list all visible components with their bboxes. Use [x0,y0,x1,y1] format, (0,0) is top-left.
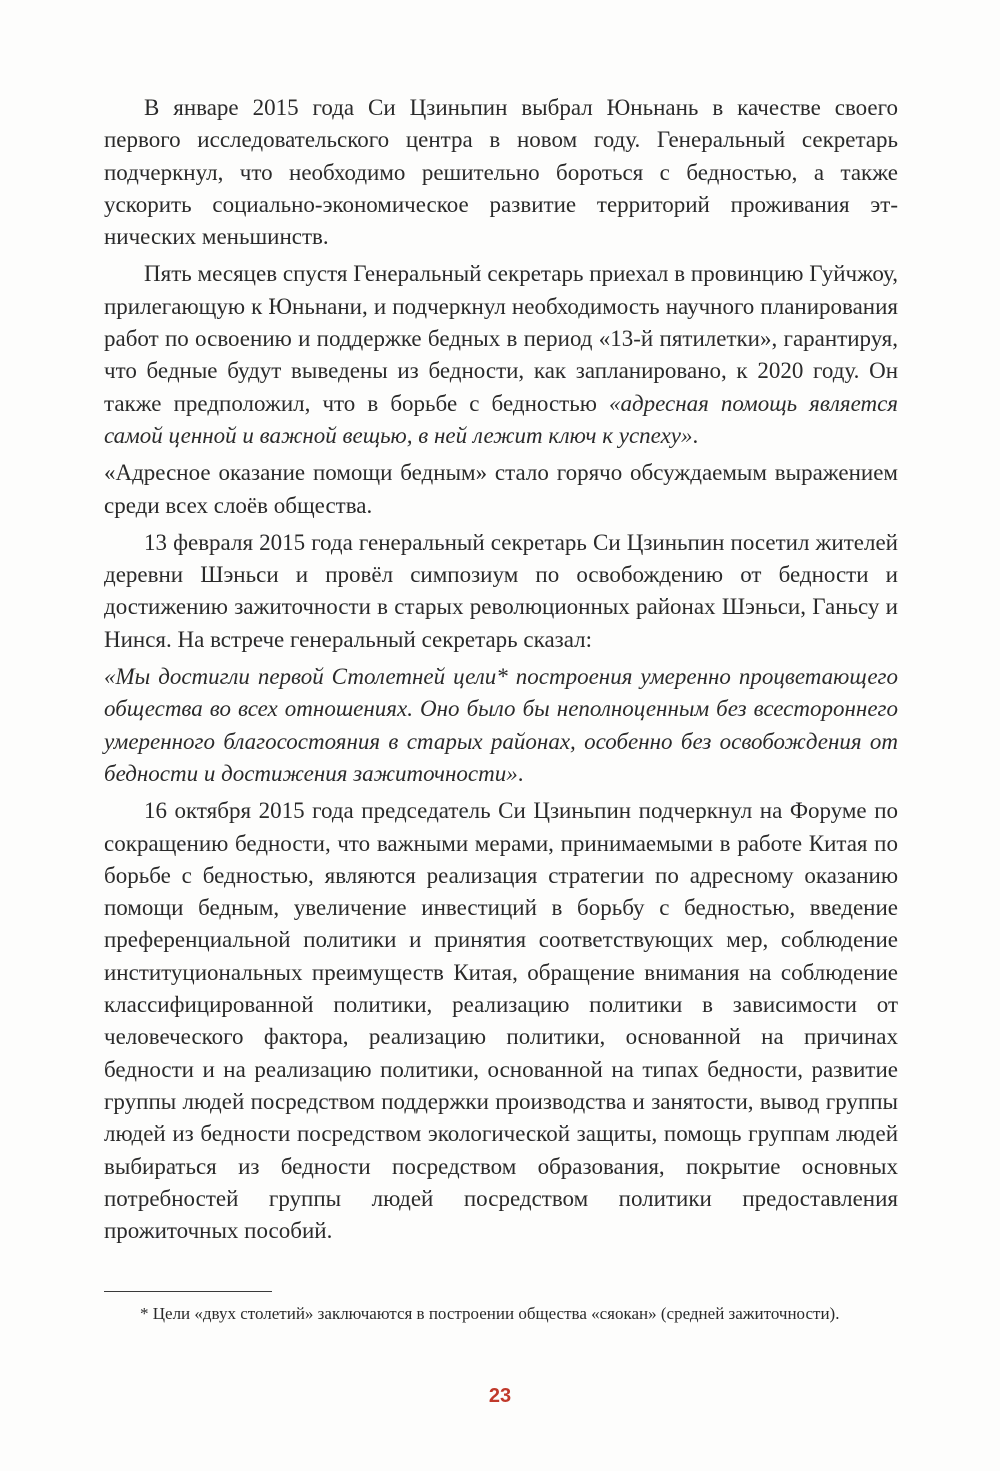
footnote-divider [104,1291,272,1292]
paragraph-text: «Адресное оказание помощи бедным» стало горячо обсуждаемым выражением среди всех слоёв общества. [104,460,898,518]
body-text [104,92,898,1252]
footnote: * Цели «двух столетий» заключаются в построении общества «сяокан» (средней зажиточности). [140,1304,840,1323]
paragraph [104,795,898,1247]
paragraph [104,527,898,656]
paragraph-text: . [517,760,524,786]
paragraph [104,457,898,522]
paragraph [104,92,898,253]
paragraph [104,258,898,452]
paragraph-text: 13 февраля 2015 года генеральный секретарь Си Цзиньпин посетил жителей деревни Шэньси и провёл симпозиум по освобождению от бедности и достижению зажиточности в старых революционных районах Шэньси, Ганьсу и Нинся. На встрече генеральный секретарь сказал: [104,529,898,652]
paragraph [104,661,898,790]
page-number: 23 [488,1385,512,1407]
paragraph-text: В январе 2015 года Си Цзиньпин выбрал Юньнань в качестве своего первого исследовательского центра в новом году. Генеральный секретарь подчеркнул, что необходимо решительно бороться с бедностью, а также ускорить социально-экономическое развитие территорий проживания этнических меньшинств. [104,95,898,250]
paragraph-text: Пять месяцев спустя Генеральный секретарь приехал в провинцию Гуйчжоу, прилегающую к Юньнани, и подчеркнул необходимость научного планирования работ по освоению и поддержке бедных в период «13-й пятилетки», гарантируя, что бедные будут выведены из бедности, как запланировано, к 2020 году. Он также предположил, что в борьбе с бедностью [104,261,898,416]
quote-text: «адресная помощь является самой ценной и важной вещью, в ней лежит ключ к успеху» [104,390,898,448]
paragraph-text: . [692,422,699,448]
paragraph-text: 16 октября 2015 года председатель Си Цзиньпин подчеркнул на Форуме по сокращению бедности, что важными мерами, принимаемыми в работе Китая по борьбе с бедностью, являются реализация стратегии по адресному оказанию помощи бедным, увеличение инвестиций в борьбу с бедностью, введение преференциальной политики и принятия соответствующих мер, соблюдение институциональных преимуществ Китая, обращение внимания на соблюдение классифицированной политики, реализацию политики в зависимости от человеческого фактора, реализацию политики, основанной на причинах бедности и на реализацию политики, основанной на типах бедности, развитие группы людей посредством поддержки производства и занятости, вывод группы людей из бедности посредством экологической защиты, помощь группам людей выбираться из бедности посредством образования, покрытие основных потребностей группы людей посредством политики предоставления прожиточных пособий. [104,798,898,1244]
quote-text: «Мы достигли первой Столетней цели* построения умеренно процветающего общества во всех отношениях. Оно было бы неполноценным без всестороннего умеренного благосостояния в старых районах, особенно без освобождения от бедности и достижения зажиточности» [104,664,898,786]
